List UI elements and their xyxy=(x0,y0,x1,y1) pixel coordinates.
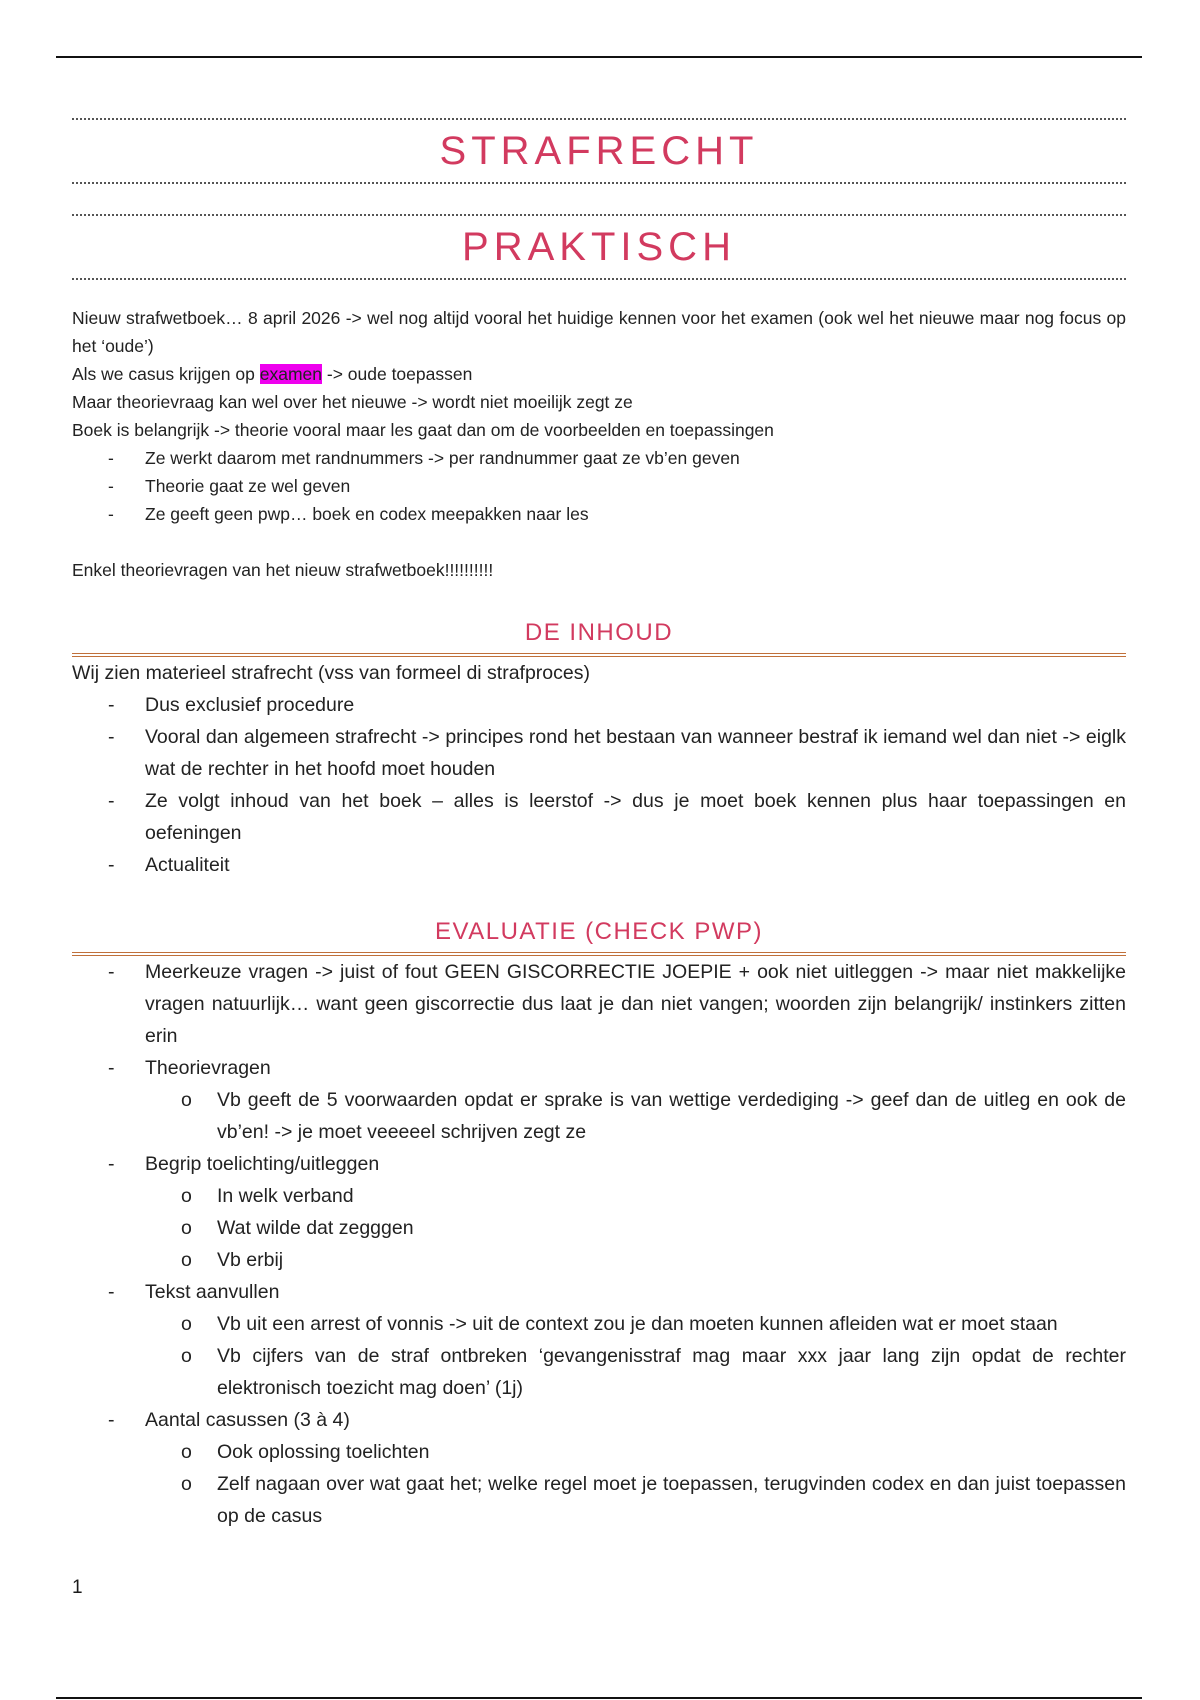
footer-rule xyxy=(56,1697,1142,1699)
document-title xyxy=(72,118,1126,184)
sub-list-item: o Vb cijfers van de straf ontbreken ‘gevangenisstraf mag maar xxx jaar lang zijn opdat de rechter elektronisch toezicht mag doen’ (1j) xyxy=(145,1340,1126,1404)
intro-closing-line: Enkel theorievragen van het nieuw strafwetboek!!!!!!!!!! xyxy=(72,560,494,580)
sub-list-item: o Vb geeft de 5 voorwaarden opdat er sprake is van wettige verdediging -> geef dan de uitleg en ook de vb’en! -> je moet veeeeel schrijven zegt ze xyxy=(145,1084,1126,1148)
intro-bullet-list xyxy=(72,444,1126,528)
intro-line: Boek is belangrijk -> theorie vooral maar les gaat dan om de voorbeelden en toepassingen xyxy=(72,420,774,440)
sub-list-item: o Zelf nagaan over wat gaat het; welke regel moet je toepassen, terugvinden codex en dan juist toepassen op de casus xyxy=(145,1468,1126,1532)
section-lead: Wij zien materieel strafrecht (vss van formeel di strafproces) xyxy=(72,662,590,684)
highlighted-word: examen xyxy=(259,364,322,384)
list-item: - Ze geeft geen pwp… boek en codex meepakken naar les xyxy=(72,500,1126,528)
evaluatie-bullet-list xyxy=(72,956,1126,1532)
sub-list-item: o Vb uit een arrest of vonnis -> uit de context zou je dan moeten kunnen afleiden wat er moet staan xyxy=(145,1308,1126,1340)
sub-list xyxy=(145,1084,1126,1148)
sub-list xyxy=(145,1180,1126,1276)
sub-list xyxy=(145,1436,1126,1532)
list-item: - Tekst aanvullen o Vb uit een arrest of vonnis -> uit de context zou je dan moeten kunnen afleiden wat er moet staan o Vb cijfers van de straf ontbreken ‘gevangenisstraf mag maar xxx jaar lang zijn opdat de rechter elektronisch toezicht mag doen’ (1j) xyxy=(72,1276,1126,1404)
list-item: - Begrip toelichting/uitleggen o In welk verband o Wat wilde dat zegggen o Vb erbij xyxy=(72,1148,1126,1276)
list-item: - Ze werkt daarom met randnummers -> per randnummer gaat ze vb’en geven xyxy=(72,444,1126,472)
section-evaluatie xyxy=(72,956,1126,1532)
list-item: - Dus exclusief procedure xyxy=(72,689,1126,721)
intro-line: Maar theorievraag kan wel over het nieuwe -> wordt niet moeilijk zegt ze xyxy=(72,392,633,412)
title-text: STRAFRECHT xyxy=(439,129,759,173)
section-heading-inhoud: DE INHOUD xyxy=(72,616,1126,657)
header-rule xyxy=(56,56,1142,58)
list-item: - Theorie gaat ze wel geven xyxy=(72,472,1126,500)
list-item: - Actualiteit xyxy=(72,849,1126,881)
sub-list-item: o Ook oplossing toelichten xyxy=(145,1436,1126,1468)
intro-line: Nieuw strafwetboek… 8 april 2026 -> wel nog altijd vooral het huidige kennen voor het examen (ook wel het nieuwe maar nog focus op het ‘oude’) xyxy=(72,308,1126,356)
sub-list-item: o Vb erbij xyxy=(145,1244,1126,1276)
document-subtitle xyxy=(72,214,1126,280)
section-inhoud xyxy=(72,657,1126,881)
section-heading-evaluatie: EVALUATIE (CHECK PWP) xyxy=(72,915,1126,956)
inhoud-bullet-list xyxy=(72,689,1126,881)
list-item: - Vooral dan algemeen strafrecht -> principes rond het bestaan van wanneer bestraf ik iemand wel dan niet -> eiglk wat de rechter in het hoofd moet houden xyxy=(72,721,1126,785)
intro-line: Als we casus krijgen op examen -> oude toepassen xyxy=(72,364,473,384)
list-item: - Theorievragen o Vb geeft de 5 voorwaarden opdat er sprake is van wettige verdediging -> geef dan de uitleg en ook de vb’en! -> je moet veeeeel schrijven zegt ze xyxy=(72,1052,1126,1148)
list-item: - Aantal casussen (3 à 4) o Ook oplossing toelichten o Zelf nagaan over wat gaat het; welke regel moet je toepassen, terugvinden codex en dan juist toepassen op de casus xyxy=(72,1404,1126,1532)
sub-list-item: o Wat wilde dat zegggen xyxy=(145,1212,1126,1244)
sub-list-item: o In welk verband xyxy=(145,1180,1126,1212)
document-page xyxy=(72,118,1126,1532)
intro-notes xyxy=(72,304,1126,584)
list-item: - Meerkeuze vragen -> juist of fout GEEN GISCORRECTIE JOEPIE + ook niet uitleggen -> maar niet makkelijke vragen natuurlijk… want geen giscorrectie dus laat je dan niet vangen; woorden zijn belangrijk/ instinkers zitten erin xyxy=(72,956,1126,1052)
sub-list xyxy=(145,1308,1126,1404)
subtitle-text: PRAKTISCH xyxy=(462,225,736,269)
list-item: - Ze volgt inhoud van het boek – alles is leerstof -> dus je moet boek kennen plus haar toepassingen en oefeningen xyxy=(72,785,1126,849)
page-number: 1 xyxy=(72,1577,83,1598)
